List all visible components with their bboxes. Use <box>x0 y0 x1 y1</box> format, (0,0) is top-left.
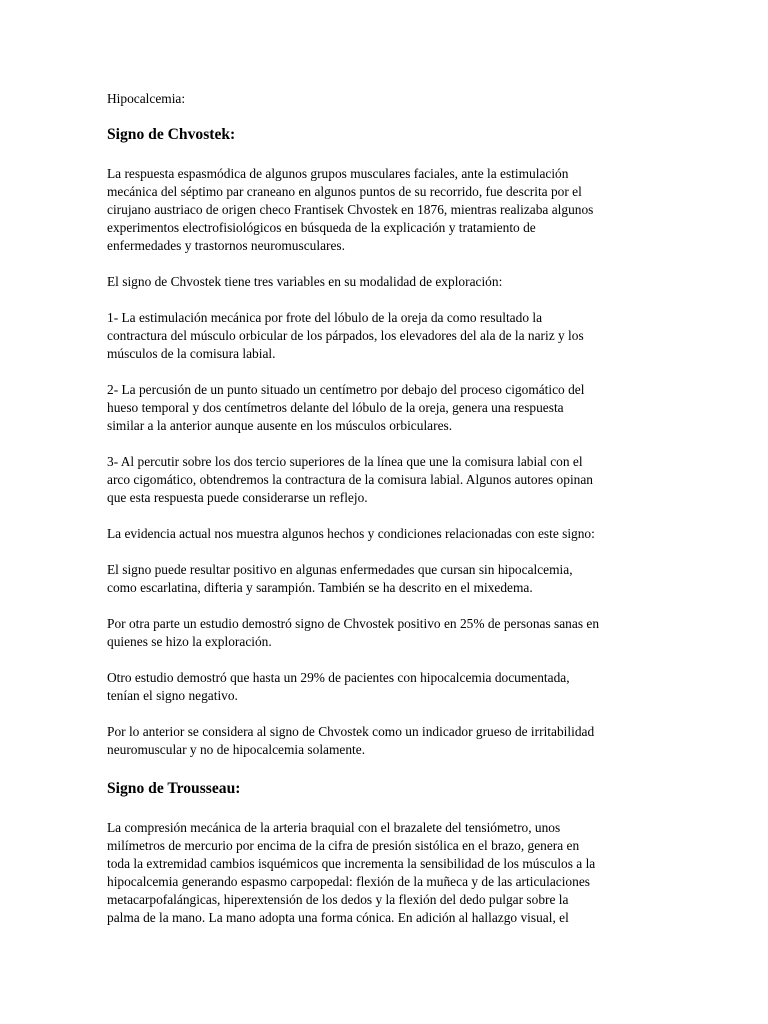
text-line: 1- La estimulación mecánica por frote del lóbulo de la oreja da como resultado la <box>107 310 543 325</box>
text-line: Por otra parte un estudio demostró signo de Chvostek positivo en 25% de personas sanas en <box>107 616 600 631</box>
paragraph-evidence <box>107 525 667 543</box>
text-line: Otro estudio demostró que hasta un 29% de pacientes con hipocalcemia documentada, <box>107 670 570 685</box>
paragraph-trousseau <box>107 819 667 927</box>
text-line: cirujano austriaco de origen checo Frantisek Chvostek en 1876, mientras realizaba algunos <box>107 202 594 217</box>
document-intro <box>107 90 667 108</box>
text-line: que esta respuesta puede considerarse un reflejo. <box>107 490 368 505</box>
paragraph-conclusion <box>107 723 667 759</box>
text-line: El signo de Chvostek tiene tres variables en su modalidad de exploración: <box>107 274 503 289</box>
paragraph-variant-2 <box>107 381 667 435</box>
text-line: hipocalcemia generando espasmo carpopedal: flexión de la muñeca y de las articulaciones <box>107 874 590 889</box>
document-page <box>107 90 667 927</box>
text-line: similar a la anterior aunque ausente en los músculos orbiculares. <box>107 418 453 433</box>
paragraph-variables <box>107 273 667 291</box>
heading-trousseau: Signo de Trousseau: <box>107 780 241 797</box>
paragraph-negative-study <box>107 669 667 705</box>
paragraph-history <box>107 165 667 255</box>
text-line: Por lo anterior se considera al signo de Chvostek como un indicador grueso de irritabilidad <box>107 724 595 739</box>
paragraph-positive-diseases <box>107 561 667 597</box>
intro-line: Hipocalcemia: <box>107 91 186 106</box>
heading-chvostek: Signo de Chvostek: <box>107 126 236 143</box>
text-line: milímetros de mercurio por encima de la cifra de presión sistólica en el brazo, genera en <box>107 838 580 853</box>
text-line: El signo puede resultar positivo en algunas enfermedades que cursan sin hipocalcemia, <box>107 562 573 577</box>
text-line: palma de la mano. La mano adopta una forma cónica. En adición al hallazgo visual, el <box>107 910 569 925</box>
paragraph-healthy-study <box>107 615 667 651</box>
paragraph-variant-3 <box>107 453 667 507</box>
text-line: 2- La percusión de un punto situado un centímetro por debajo del proceso cigomático del <box>107 382 585 397</box>
text-line: como escarlatina, difteria y sarampión. También se ha descrito en el mixedema. <box>107 580 533 595</box>
text-line: metacarpofalángicas, hiperextensión de los dedos y la flexión del dedo pulgar sobre la <box>107 892 569 907</box>
text-line: experimentos electrofisiológicos en búsqueda de la explicación y tratamiento de <box>107 220 536 235</box>
text-line: La compresión mecánica de la arteria braquial con el brazalete del tensiómetro, unos <box>107 820 561 835</box>
text-line: mecánica del séptimo par craneano en algunos puntos de su recorrido, fue descrita por el <box>107 184 582 199</box>
text-line: músculos de la comisura labial. <box>107 346 276 361</box>
text-line: La respuesta espasmódica de algunos grupos musculares faciales, ante la estimulación <box>107 166 569 181</box>
text-line: tenían el signo negativo. <box>107 688 238 703</box>
text-line: quienes se hizo la exploración. <box>107 634 272 649</box>
text-line: toda la extremidad cambios isquémicos que incrementa la sensibilidad de los músculos a la <box>107 856 596 871</box>
text-line: contractura del músculo orbicular de los párpados, los elevadores del ala de la nariz y los <box>107 328 584 343</box>
text-line: hueso temporal y dos centímetros delante del lóbulo de la oreja, genera una respuesta <box>107 400 564 415</box>
text-line: enfermedades y trastornos neuromusculares. <box>107 238 345 253</box>
text-line: La evidencia actual nos muestra algunos hechos y condiciones relacionadas con este signo: <box>107 526 595 541</box>
paragraph-variant-1 <box>107 309 667 363</box>
text-line: neuromuscular y no de hipocalcemia solamente. <box>107 742 366 757</box>
text-line: arco cigomático, obtendremos la contractura de la comisura labial. Algunos autores opinan <box>107 472 593 487</box>
text-line: 3- Al percutir sobre los dos tercio superiores de la línea que une la comisura labial con el <box>107 454 583 469</box>
